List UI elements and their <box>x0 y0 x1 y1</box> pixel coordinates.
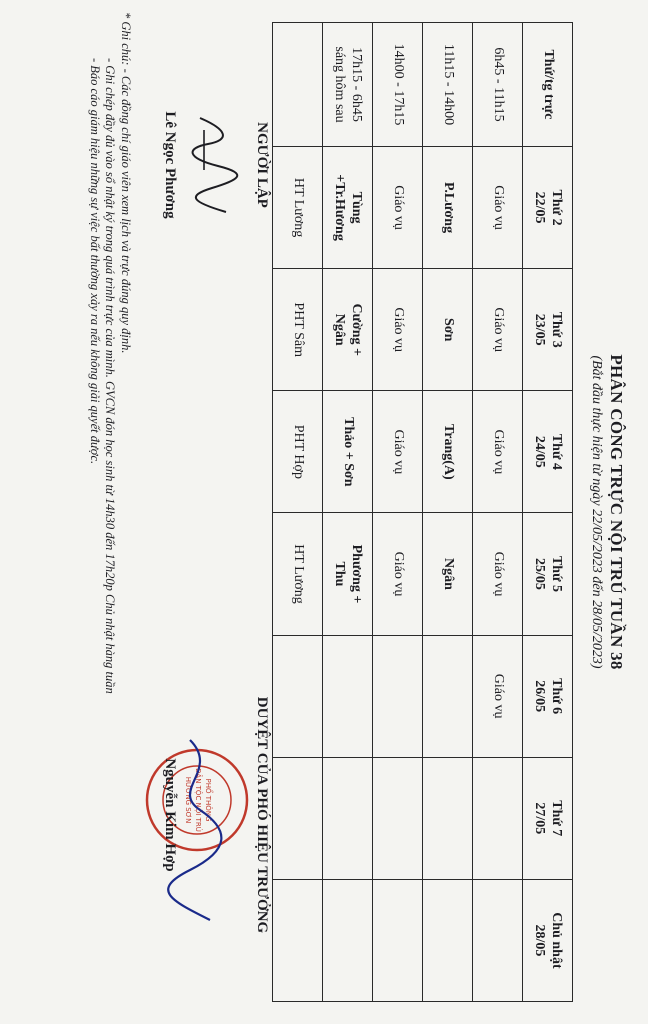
duty-cell: Trang(A) <box>423 391 473 513</box>
document-title: PHÂN CÔNG TRỰC NỘI TRÚ TUẦN 38 <box>607 354 626 670</box>
svg-text:HƯƠNG SƠN: HƯƠNG SƠN <box>184 776 192 824</box>
duty-cell: Giáo vụ <box>373 513 423 635</box>
svg-text:PHỔ THÔNG: PHỔ THÔNG <box>204 778 212 822</box>
preparer-signature-block <box>162 70 270 260</box>
duty-cell <box>323 757 373 879</box>
duty-cell: HT Lương <box>273 147 323 269</box>
duty-cell: Giáo vụ <box>373 147 423 269</box>
duty-cell <box>373 635 423 757</box>
svg-text:DÂN TỘC NỘI TRÚ: DÂN TỘC NỘI TRÚ <box>194 768 202 832</box>
duty-schedule-table <box>272 22 573 1002</box>
duty-cell: P.Lương <box>423 147 473 269</box>
approver-signature-block <box>162 640 270 990</box>
duty-cell <box>473 879 523 1001</box>
duty-cell: Phương + Thu <box>323 513 373 635</box>
duty-cell: Giáo vụ <box>373 269 423 391</box>
table-row <box>323 23 373 1002</box>
approver-heading: DUYỆT CỦA PHÓ HIỆU TRƯỞNG <box>254 696 270 934</box>
duty-cell <box>323 635 373 757</box>
duty-cell <box>373 879 423 1001</box>
duty-cell: Giáo vụ <box>473 391 523 513</box>
notes-line: - Ghi chép đầy đủ vào sổ nhật ký trong quá trình trực của mình. GVCN đón học sinh từ 14h30 đến 17h20p Chủ nhật hàng tuần <box>103 58 118 694</box>
day-header: Thứ 5 25/05 <box>523 513 573 635</box>
table-row <box>373 23 423 1002</box>
duty-cell <box>273 635 323 757</box>
time-slot-cell: 6h45 - 11h15 <box>473 23 523 147</box>
notes-line: * Ghi chú: - Các đồng chí giáo viên xem lịch và trực đúng quy định. <box>119 12 133 354</box>
time-slot-cell: 17h15 - 6h45 sáng hôm sau <box>323 23 373 147</box>
duty-cell: Giáo vụ <box>373 391 423 513</box>
day-header: Thứ 4 24/05 <box>523 391 573 513</box>
duty-cell: Giáo vụ <box>473 147 523 269</box>
time-slot-cell: 11h15 - 14h00 <box>423 23 473 147</box>
table-row <box>423 23 473 1002</box>
table-row <box>473 23 523 1002</box>
corner-cell: Thứ/tg trực <box>523 23 573 147</box>
day-header: Thứ 6 26/05 <box>523 635 573 757</box>
duty-cell: Tùng +Tr.Hương <box>323 147 373 269</box>
duty-cell <box>373 757 423 879</box>
duty-cell: PHT Hợp <box>273 391 323 513</box>
duty-cell: Giáo vụ <box>473 513 523 635</box>
duty-cell: Sơn <box>423 269 473 391</box>
duty-cell: Giáo vụ <box>473 635 523 757</box>
time-slot-cell: 14h00 - 17h15 <box>373 23 423 147</box>
duty-cell: HT Lương <box>273 513 323 635</box>
duty-cell: Ngân <box>423 513 473 635</box>
day-header: Thứ 7 27/05 <box>523 757 573 879</box>
duty-cell <box>423 635 473 757</box>
duty-cell: PHT Sâm <box>273 269 323 391</box>
duty-cell <box>273 757 323 879</box>
document-subtitle: (Bắt đầu thực hiện từ ngày 22/05/2023 đến 28/05/2023) <box>589 355 604 669</box>
day-header: Chủ nhật 28/05 <box>523 879 573 1001</box>
preparer-name: Lê Ngọc Phương <box>162 111 178 219</box>
day-header: Thứ 2 22/05 <box>523 147 573 269</box>
handwritten-signature <box>178 110 248 220</box>
notes-section <box>86 12 133 1012</box>
duty-cell <box>273 879 323 1001</box>
duty-cell: Thảo + Sơn <box>323 391 373 513</box>
table-row <box>273 23 323 1002</box>
duty-cell: Cường + Ngân <box>323 269 373 391</box>
header-row <box>523 23 573 1002</box>
preparer-heading: NGƯỜI LẬP <box>254 122 270 208</box>
day-header: Thứ 3 23/05 <box>523 269 573 391</box>
time-slot-cell <box>273 23 323 147</box>
duty-cell <box>423 879 473 1001</box>
duty-cell <box>473 757 523 879</box>
notes-line: - Báo cáo giám hiệu những sự việc bất thường xảy ra nếu không giải quyết được. <box>87 58 102 465</box>
title-block <box>588 0 626 1024</box>
duty-cell: Giáo vụ <box>473 269 523 391</box>
duty-cell <box>423 757 473 879</box>
approver-name: Nguyễn Kim Hợp <box>162 758 178 872</box>
duty-cell <box>323 879 373 1001</box>
